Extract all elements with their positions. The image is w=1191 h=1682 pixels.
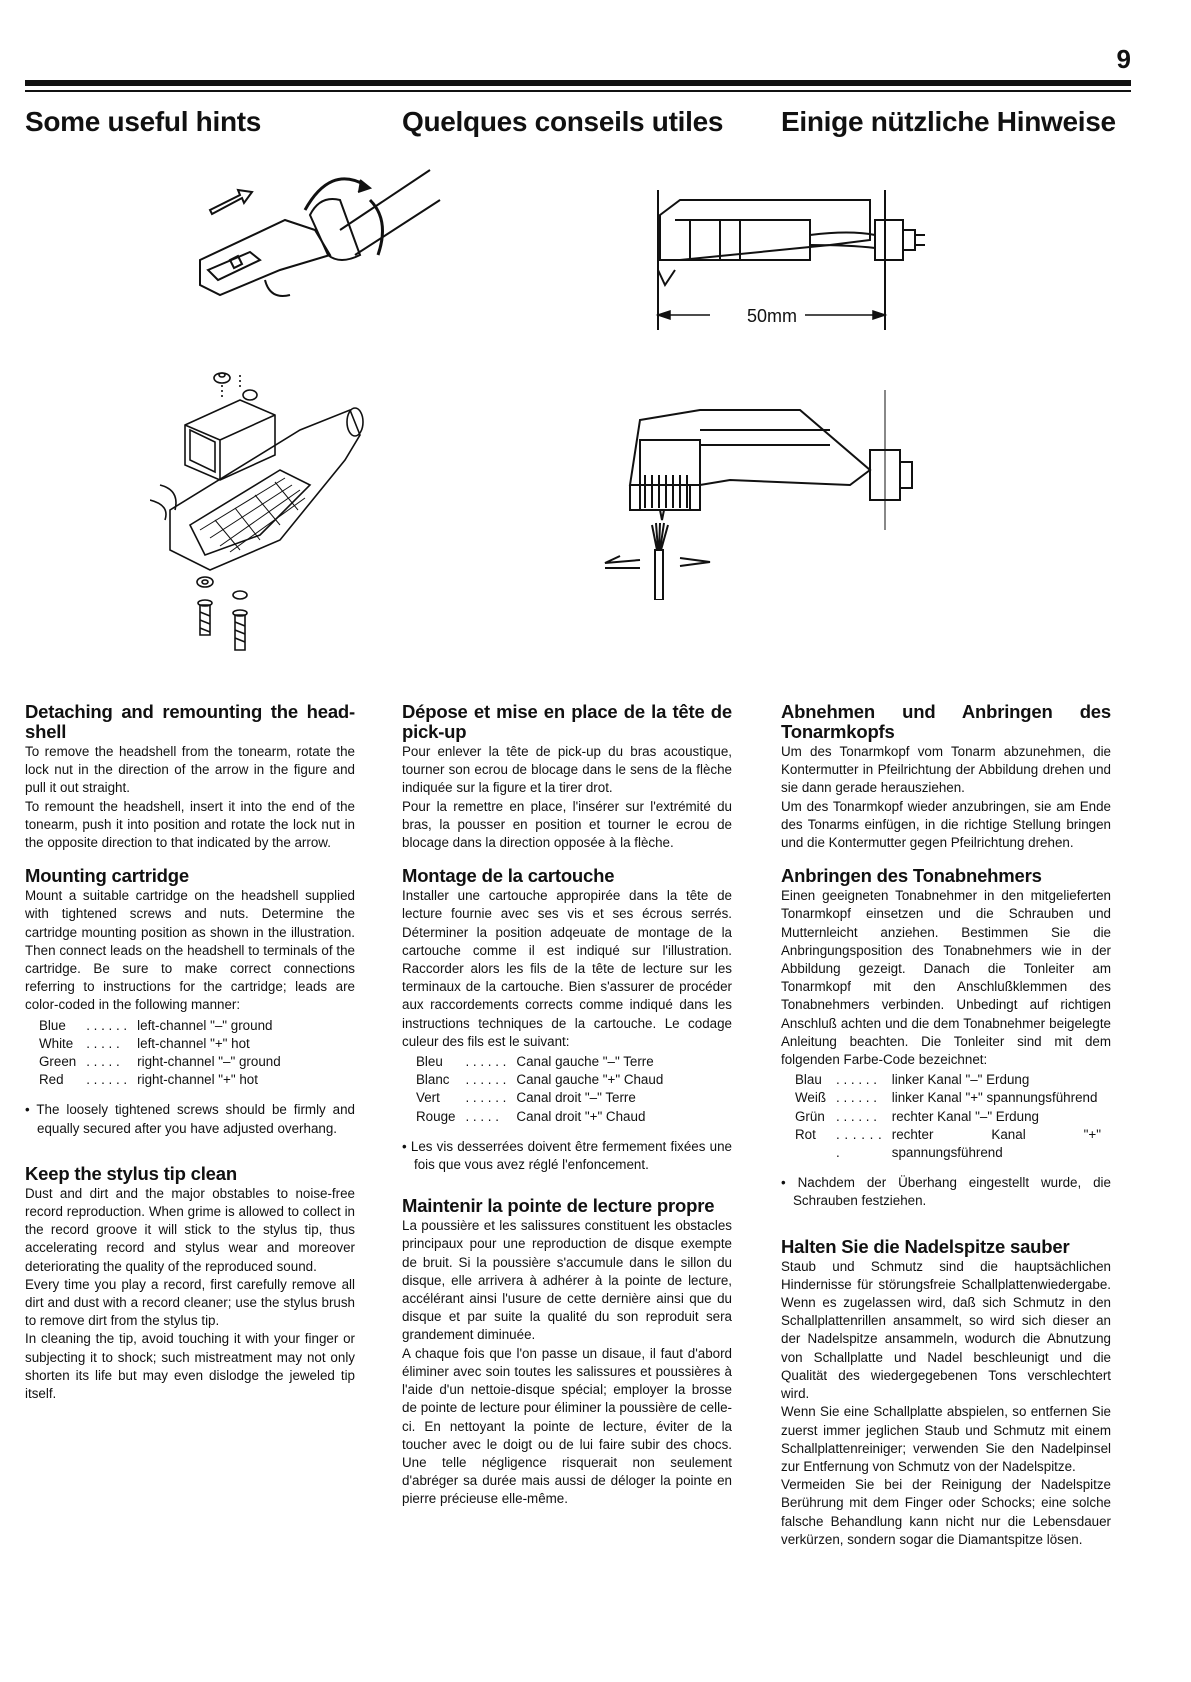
fr-detach-p2: Pour la remettre en place, l'insérer sur l'extrémité du bras, la pousser en position et tourner le ecrou de blocage dans la direction opposée à la flèche. [402,798,732,851]
de-mount-p1: Einen geeigneten Tonabnehmer in den mitgelieferten Tonarmkopf einsetzen und die Schrauben und Mutternleicht anziehen. Bestimmen Sie die Anbringungsposition des Tonabnehmers wie in der Abbildung gezeigt. Danach die Tonleiter am Tonarmkopf mit den Anschlußklemmen des Tonabnehmers verbinden. Unbedingt auf richtigen Anschluß achten und die dem Tonabnehmer beigelegte Anleitung beachten. Die Tonleiter sind mit dem folgenden Farbe-Code bezeichnet: [781,888,1111,1068]
en-mount-section [25,866,355,1138]
code-desc: Canal droit "–" Terre [516,1090,636,1106]
table-row [795,1089,1111,1107]
de-color-code-table [795,1071,1111,1162]
de-stylus-p1: Staub und Schmutz sind die hauptsächlichen Hindernisse für störungsfreie Schallplattenwiedergabe. Wenn es zugelassen wird, daß sich Schmutz in den Schallplattenrillen ansammelt, so wird sich dieser an der Nadelspitze ansammeln, wodurch die Abnutzung von Schallplatte und Nadel beschleunigt und die Qualität des wiedergegebenen Tons verschlechtert wird. [781,1258,1111,1402]
table-row [795,1071,1111,1089]
column-german [781,702,1111,1563]
title-english: Some useful hints [25,106,262,137]
de-stylus-section [781,1237,1111,1549]
en-mount-heading: Mounting cartridge [25,865,189,887]
code-desc: left-channel "+" hot [137,1035,250,1051]
de-detach-heading: Abnehmen und Anbringen des Tonarmkopfs [781,701,1111,742]
table-row [795,1108,1111,1126]
fr-stylus-p2: A chaque fois que l'on passe un disaue, il faut d'abord éliminer avec soin toutes les salissures et poussières à l'aide d'un nettoie-disque spécial; employer la brosse de pointe de lecture pour éliminer la poussière de celle-ci. En nettoyant la pointe de lecture, éviter de la toucher avec le doigt ou de lui faire subir des chocs. Une telle négligence risquerait non seulement d'abréger sa durée mais aussi de déloger la pointe en pierre précieuse elle-même. [402,1345,732,1507]
code-dots: . . . . . [465,1108,499,1124]
en-mount-note: • The loosely tightened screws should be firmly and equally secured after you have adjusted overhang. [25,1102,355,1136]
fr-stylus-heading: Maintenir la pointe de lecture propre [402,1195,715,1217]
code-color: Blau [795,1072,822,1088]
code-dots: . . . . . . [86,1072,128,1088]
stylus-cleaning-illustration [600,390,930,600]
headshell-removal-illustration [190,160,450,310]
fr-mount-heading: Montage de la cartouche [402,865,615,887]
en-detach-p2: To remount the headshell, insert it into the end of the tonearm, push it into position and rotate the lock nut in the opposite direction to that indicated by the arrow. [25,798,355,851]
table-row [416,1053,673,1071]
table-row [416,1071,673,1089]
de-mount-note: • Nachdem der Überhang eingestellt wurde, die Schrauben festziehen. [781,1175,1111,1209]
table-row [39,1035,291,1053]
fr-stylus-p1: La poussière et les salissures constituent les obstacles principaux pour une reproduction de disque exempte de bruit. Si la poussière s'accumule dans le sillon du disque, elle arrivera à adhérer à la pointe de lecture, accélérant ainsi l'usure de cette dernière ainsi que du disque et par suite la qualité du son reproduit sera grandement diminuée. [402,1218,732,1343]
code-dots: . . . . . . [465,1072,507,1088]
code-desc: Canal gauche "–" Terre [516,1054,654,1070]
table-row [416,1089,673,1107]
title-french: Quelques conseils utiles [402,106,724,137]
header-rule-thick [25,80,1131,86]
en-mount-p1: Mount a suitable cartridge on the headshell supplied with tightened screws and nuts. Determine the cartridge mounting position as shown in the illustration. Then connect leads on the headshell to terminals of the cartridge. Be sure to make correct connections referring to instructions for the cartridge; leads are color-coded in the following manner: [25,888,355,1013]
de-mount-section [781,866,1111,1210]
de-detach-p1: Um des Tonarmkopf vom Tonarm abzunehmen, die Kontermutter in Pfeilrichtung der Abbildung drehen und sie dann gerade herausziehen. [781,744,1111,796]
de-mount-heading: Anbringen des Tonabnehmers [781,865,1042,887]
code-dots: . . . . . [86,1054,120,1070]
overhang-dimension-label: 50mm [747,306,798,326]
code-color: Weiß [795,1090,826,1106]
code-dots: . . . . . . [836,1090,877,1106]
code-desc: rechter Kanal "–" Erdung [891,1108,1039,1124]
en-stylus-p3: In cleaning the tip, avoid touching it with your finger or subjecting it to shock; such mistreatment may not only shorten its life but may even dislodge the jeweled tip itself. [25,1331,355,1402]
code-color: Grün [795,1108,825,1124]
de-detach-p2: Um des Tonarmkopf wieder anzubringen, sie am Ende des Tonarms einfügen, in die richtige Stellung bringen und die Kontermutter gegen Pfeilrichtung drehen. [781,798,1111,851]
en-detach-p1: To remove the headshell from the tonearm, rotate the lock nut in the direction of the arrow in the figure and pull it out straight. [25,744,355,796]
fr-detach-p1: Pour enlever la tête de pick-up du bras acoustique, tourner son ecrou de blocage dans le sens de la flèche indiquée sur la figure et la tirer drot. [402,744,732,796]
code-dots: . . . . . . [86,1017,128,1033]
code-desc: Canal gauche "+" Chaud [516,1072,664,1088]
fr-detach-section [402,702,732,852]
de-stylus-p2: Wenn Sie eine Schallplatte abspielen, so entfernen Sie zuerst immer jeglichen Staub und Schmutz mit einem Schallplattenreiniger; verwenden Sie den Nadelpinsel zur Entfernung von Schmutz von der Nadelspitze. [781,1404,1111,1474]
fr-stylus-section [402,1196,732,1508]
en-stylus-p1: Dust and dirt and the major obstables to noise-free record reproduction. When grime is allowed to collect in the record groove it will stick to the stylus tip, thus accelerating record and stylus wear and moreover deteriorating the quality of the reproduced sound. [25,1185,355,1274]
code-desc: right-channel "–" ground [137,1054,281,1070]
code-color: Bleu [416,1054,443,1070]
column-french [402,702,732,1523]
de-detach-section [781,702,1111,852]
header-rule-thin [25,90,1131,92]
code-desc: linker Kanal "–" Erdung [891,1072,1030,1088]
code-dots: . . . . . [86,1035,120,1051]
fr-detach-heading: Dépose et mise en place de la tête de pick-up [402,701,732,742]
code-dots: . . . . . . [465,1090,507,1106]
code-color: Blue [39,1017,66,1033]
table-row [39,1071,291,1089]
title-german: Einige nützliche Hinweise [781,106,1116,137]
fr-mount-section [402,866,732,1174]
code-color: Blanc [416,1072,450,1088]
en-detach-section [25,702,355,852]
fr-mount-note: • Les vis desserrées doivent être fermement fixées une fois que vous avez réglé l'enfoncement. [402,1138,732,1173]
table-row [795,1126,1111,1162]
en-stylus-heading: Keep the stylus tip clean [25,1162,237,1184]
en-stylus-section [25,1164,355,1403]
table-row [39,1053,291,1071]
code-color: Rot [795,1126,816,1142]
code-dots: . . . . . . . [836,1126,882,1161]
de-stylus-heading: Halten Sie die Nadelspitze sauber [781,1235,1070,1257]
code-color: Vert [416,1090,440,1106]
fr-mount-p1: Installer une cartouche appropirée dans la tête de lecture fournie avec ses vis et ses écrous serrés. Déterminer la position adqeuate de montage de la cartouche comme il est indiqué sur l'illustration. Raccorder alors les fils de la tête de lecture sur les terminaux de la cartouche. Bien s'assurer de procéder aux raccordements corrects comme indiqué dans les instructions techniques de la cartouche. Le codage culeur des fils est le suivant: [402,888,732,1049]
code-dots: . . . . . . [836,1108,877,1124]
code-dots: . . . . . . [465,1054,507,1070]
code-desc: left-channel "–" ground [137,1017,273,1033]
code-desc: rechter Kanal "+" spannungsführend [891,1126,1101,1161]
en-stylus-p2: Every time you play a record, first carefully remove all dirt and dust with a record cleaner; use the stylus brush to remove dirt from the stylus tip. [25,1276,355,1329]
en-detach-heading: Detaching and remounting the head-shell [25,701,355,742]
fr-color-code-table [416,1053,673,1126]
table-row [416,1108,673,1126]
table-row [39,1017,291,1035]
code-desc: linker Kanal "+" spannungsführend [891,1090,1098,1106]
code-desc: Canal droit "+" Chaud [516,1108,646,1124]
code-color: White [39,1035,74,1051]
code-color: Rouge [416,1108,456,1124]
code-color: Green [39,1054,77,1070]
code-color: Red [39,1072,64,1088]
code-dots: . . . . . . [836,1072,877,1088]
column-english [25,702,355,1417]
cartridge-mounting-illustration [150,360,400,655]
code-desc: right-channel "+" hot [137,1072,258,1088]
en-color-code-table [39,1017,291,1090]
page-number: 9 [1116,44,1131,74]
de-stylus-p3: Vermeiden Sie bei der Reinigung der Nadelspitze Berührung mit dem Finger oder Schocks; eine solche falsche Behandlung kann nicht nur die Lebensdauer verkürzen, sondern sogar die Diamantspitze lösen. [781,1477,1111,1547]
